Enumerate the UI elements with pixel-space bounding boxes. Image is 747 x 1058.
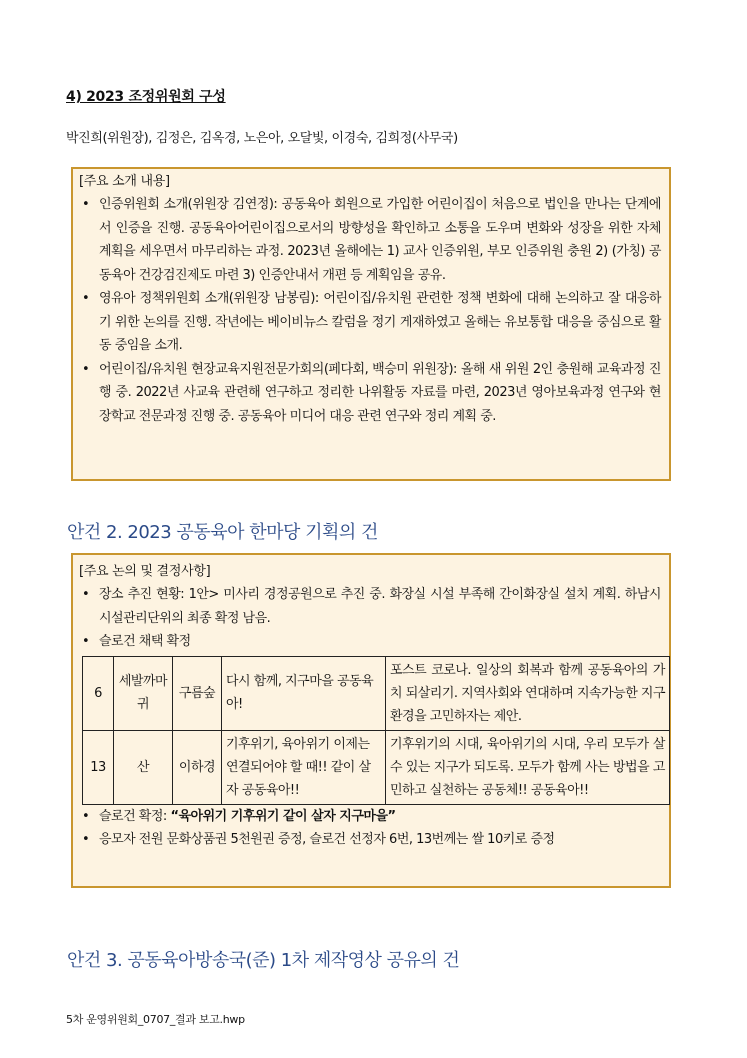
intro-list xyxy=(77,193,661,428)
agenda-heading: 안건 2. 2023 공동육아 한마당 기획의 건 xyxy=(67,522,378,543)
committee-members: 박진희(위원장), 김정은, 김옥경, 노은아, 오달빛, 이경숙, 김희정(사무국) xyxy=(66,131,458,146)
list-item: • 어린이집/유치원 현장교육지원전문가회의(페다회, 백승미 위원장): 올해 새 위원 2인 충원해 교육과정 진행 중. 2022년 사교육 관련해 연구하고 정리한 나위활동 자료를 마련, 2023년 영아보육과정 연구와 현장학교 전문과정 진행 중. 공동육아 미디어 대응 관련 연구와 정리 계획 중. xyxy=(77,358,661,429)
entry-reason: 기후위기의 시대, 육아위기의 시대, 우리 모두가 살 수 있는 지구가 되도록. 모두가 함께 사는 방법을 고민하고 실천하는 공동체!! 공동육아!! xyxy=(386,730,670,804)
list-item: • 영유아 정책위원회 소개(위원장 남봉림): 어린이집/유치원 관련한 정책 변화에 대해 논의하고 잘 대응하기 위한 논의를 진행. 작년에는 베이비뉴스 칼럼을 정기 게재하였고 올해는 유보통합 대응을 중심으로 활동 중임을 소개. xyxy=(77,287,661,358)
entry-number: 13 xyxy=(83,730,114,804)
table-row xyxy=(83,656,670,730)
intro-summary-box xyxy=(71,167,671,481)
entry-slogan: 기후위기, 육아위기 이제는 연결되어야 할 때!! 같이 살자 공동육아!! xyxy=(222,730,386,804)
list-item: • 장소 추진 현황: 1안> 미사리 경정공원으로 추진 중. 화장실 시설 부족해 간이화장실 설치 계획. 하남시 시설관리단위의 최종 확정 남음. xyxy=(77,583,661,630)
entry-author: 구름숲 xyxy=(173,656,222,730)
file-name-footer: 5차 운영위원회_0707_결과 보고.hwp xyxy=(66,1013,245,1026)
slogan-table xyxy=(82,656,670,805)
agenda-heading: 안건 3. 공동육아방송국(준) 1차 제작영상 공유의 건 xyxy=(67,950,460,971)
confirmed-slogan: “육아위기 기후위기 같이 살자 지구마을” xyxy=(170,808,396,824)
decision-list-continued xyxy=(77,805,661,852)
list-item xyxy=(77,805,661,829)
entry-name: 산 xyxy=(114,730,173,804)
list-item: • 슬로건 채택 확정 xyxy=(77,630,661,654)
section-heading: 4) 2023 조정위원회 구성 xyxy=(66,89,226,105)
entry-author: 이하경 xyxy=(173,730,222,804)
table-row xyxy=(83,730,670,804)
box-label: [주요 소개 내용] xyxy=(79,174,170,189)
list-item: • 응모자 전원 문화상품권 5천원권 증정, 슬로건 선정자 6번, 13번께는 쌀 10키로 증정 xyxy=(77,828,661,852)
entry-name: 세발까마귀 xyxy=(114,656,173,730)
decision-list xyxy=(77,583,661,654)
box-label: [주요 논의 및 결정사항] xyxy=(79,564,211,579)
entry-slogan: 다시 함께, 지구마을 공동육아! xyxy=(222,656,386,730)
entry-reason: 포스트 코로나. 일상의 회복과 함께 공동육아의 가치 되살리기. 지역사회와 연대하며 지속가능한 지구환경을 고민하자는 제안. xyxy=(386,656,670,730)
entry-number: 6 xyxy=(83,656,114,730)
confirm-label: 슬로건 확정: xyxy=(99,808,171,824)
list-item: • 인증위원회 소개(위원장 김연정): 공동육아 회원으로 가입한 어린이집이 처음으로 법인을 만나는 단계에서 인증을 진행. 공동육아어린이집으로서의 방향성을 확인하고 소통을 도우며 변화와 성장을 위한 자체 계획을 세우면서 마무리하는 과정. 2023년 올해에는 1) 교사 인증위원, 부모 인증위원 충원 2) (가칭) 공동육아 건강검진제도 마련 3) 인증안내서 개편 등 계획임을 공유. xyxy=(77,193,661,287)
decision-box xyxy=(71,553,671,888)
